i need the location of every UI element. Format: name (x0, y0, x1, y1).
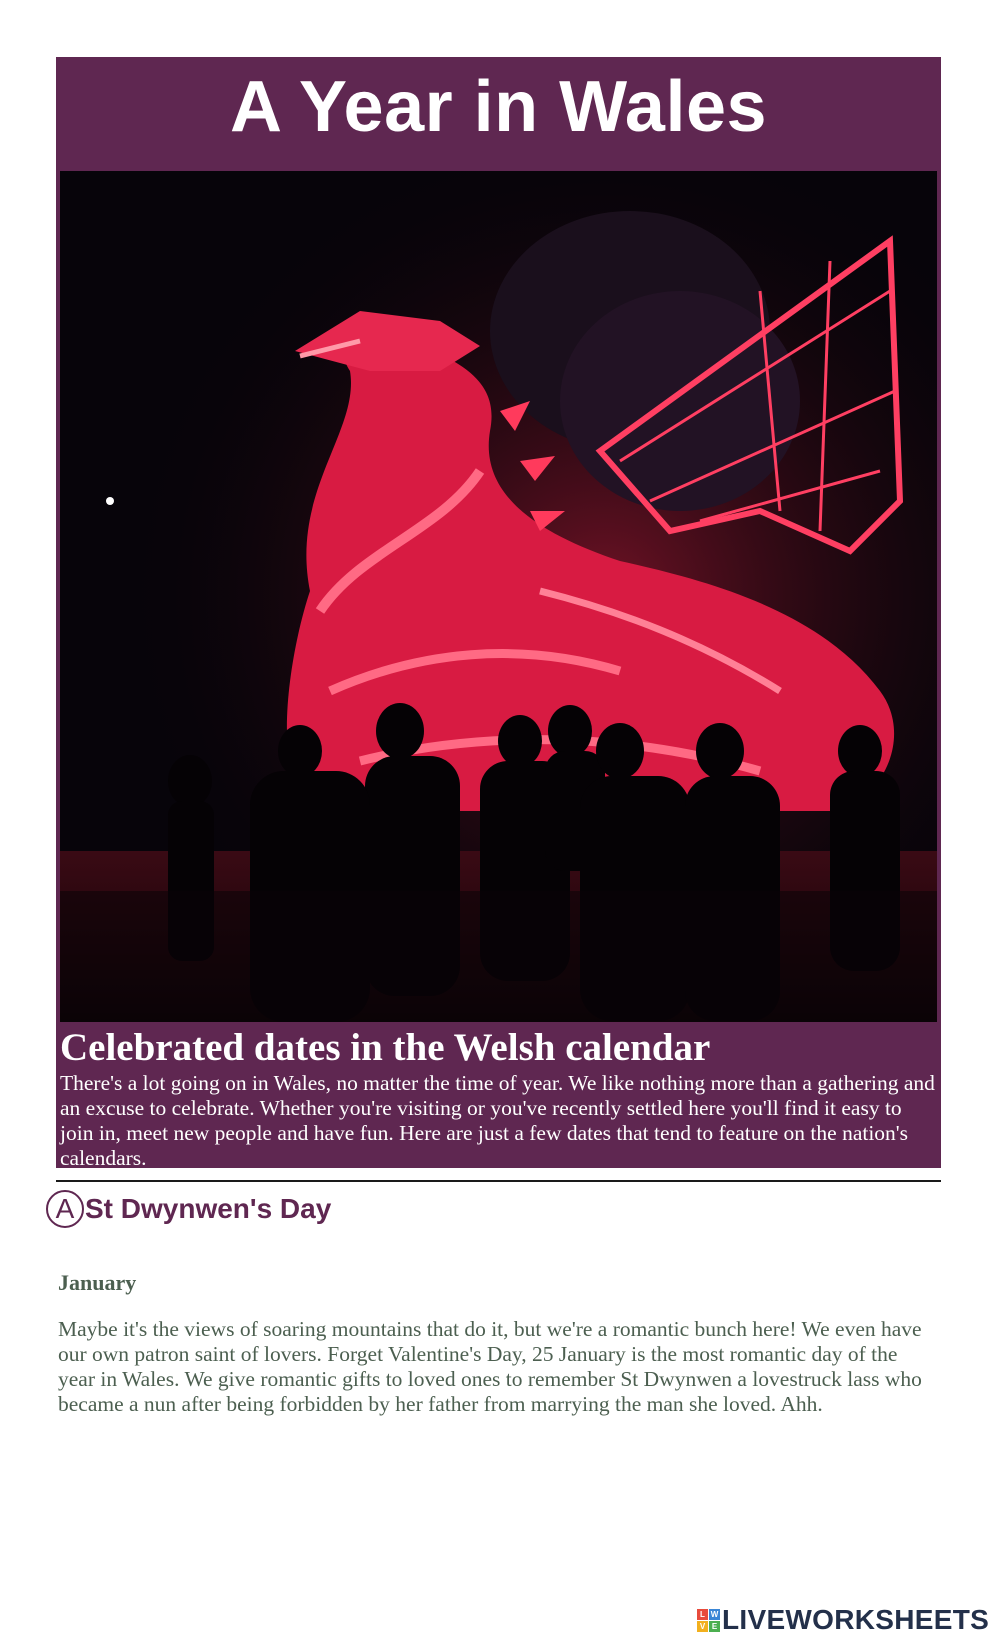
logo-mark-letter: E (709, 1621, 720, 1632)
logo-mark-letter: W (710, 1609, 719, 1619)
logo-mark-letter: V (697, 1621, 708, 1632)
logo-text: LIVEWORKSHEETS (722, 1604, 990, 1635)
intro-box (56, 1024, 941, 1168)
section-divider (56, 1180, 941, 1182)
section-letter-badge[interactable]: A (46, 1190, 84, 1228)
dragon-photo (60, 171, 937, 1022)
liveworksheets-logo[interactable] (697, 1605, 989, 1635)
section-body: Maybe it's the views of soaring mountains that do it, but we're a romantic bunch here! We even have our own patron saint of lovers. Forget Valentine's Day, 25 January is the most romantic day of the year in Wales. We give romantic gifts to loved ones to remember St Dwynwen a lovestruck lass who became a nun after being forbidden by her father from marrying the man she loved. Ahh. (58, 1317, 922, 1416)
section-header (46, 1186, 331, 1232)
logo-mark-icon (697, 1609, 720, 1632)
page-title: A Year in Wales (229, 67, 768, 147)
logo-mark-letter: L (697, 1609, 708, 1620)
section-month: January (58, 1270, 137, 1295)
section-title: St Dwynwen's Day (85, 1193, 332, 1224)
intro-heading: Celebrated dates in the Welsh calendar (60, 1026, 711, 1069)
intro-text: There's a lot going on in Wales, no matter the time of year. We like nothing more than a gathering and an excuse to celebrate. Whether you're visiting or you've recently settled here you'll find it easy to join in, meet new people and have fun. Here are just a few dates that tend to feature on the nation's calendars. (60, 1071, 935, 1170)
